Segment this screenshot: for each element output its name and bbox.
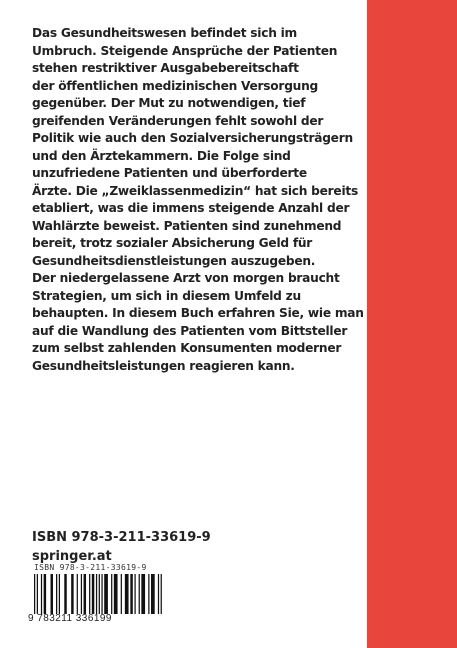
blurb-line: Umbruch. Steigende Ansprüche der Patienten [32,43,338,58]
barcode-bar [44,574,46,614]
blurb-line: Politik wie auch den Sozialversicherungsträgern [32,131,353,145]
barcode-bar [161,574,162,614]
barcode-bar [104,574,108,614]
barcode-bar [111,574,112,614]
barcode-bar [77,574,78,614]
barcode-bar [121,574,122,614]
barcode-bar [56,574,57,614]
barcode-bar [101,574,102,614]
blurb-line: bereit, trotz sozialer Absicherung Geld für [32,236,313,250]
barcode-bar [99,574,100,614]
red-side-band [367,0,457,648]
blurb-line: etabliert, was die immens steigende Anzahl der [32,201,350,215]
blurb-line: und den Ärztekammern. Die Folge sind [32,148,291,163]
blurb-line: stehen restriktiver Ausgabebereitschaft [32,61,299,75]
barcode-bar [89,574,90,614]
back-cover-blurb [32,25,362,375]
blurb-line: greifenden Veränderungen fehlt sowohl der [32,113,324,128]
blurb-line: Gesundheitsdienstleistungen auszugeben. [32,253,316,268]
barcode-bar [84,574,86,614]
blurb-line: gegenüber. Der Mut zu notwendigen, tief [32,96,306,110]
barcode-bar [81,574,82,614]
publisher-website: springer.at [32,549,112,564]
barcode-bar [51,574,53,614]
barcode-bar [37,574,38,614]
barcode-bar [130,574,132,614]
barcode-bar [64,574,66,614]
blurb-line: Wahlärzte beweist. Patienten sind zunehmend [32,218,342,233]
blurb-line: auf die Wandlung des Patienten vom Bittsteller [32,323,348,338]
isbn-barcode [28,562,170,626]
blurb-line: Das Gesundheitswesen befindet sich im [32,26,298,40]
blurb-line: Der niedergelassene Arzt von morgen braucht [32,271,340,285]
barcode-bar [141,574,145,614]
blurb-line: Ärzte. Die „Zweiklassenmedizin“ hat sich bereits [32,183,358,198]
barcode-bar [96,574,97,614]
blurb-line: unzufriedene Patienten und überforderte [32,166,307,180]
barcode-isbn-text: ISBN 978-3-211-33619-9 [34,563,147,572]
barcode-bar [125,574,129,614]
barcode-bars [32,574,166,614]
barcode-bar [158,574,159,614]
barcode-bar [151,574,155,614]
blurb-line: zum selbst zahlenden Konsumenten moderner [32,341,342,355]
barcode-bar [41,574,42,614]
barcode-bar [139,574,140,614]
barcode-bar [134,574,135,614]
isbn-label: ISBN 978-3-211-33619-9 [32,530,211,545]
blurb-line: behaupten. In diesem Buch erfahren Sie, wie man [32,306,364,320]
barcode-bar [59,574,60,614]
barcode-bar [148,574,149,614]
barcode-bar [34,574,35,614]
blurb-line: Strategien, um sich in diesem Umfeld zu [32,288,301,303]
barcode-bar [114,574,118,614]
barcode-bar [92,574,94,614]
barcode-bar [71,574,73,614]
barcode-digits: 9 783211 336199 [28,613,112,624]
blurb-line: Gesundheitsleistungen reagieren kann. [32,358,295,373]
blurb-line: der öffentlichen medizinischen Versorgung [32,78,318,93]
